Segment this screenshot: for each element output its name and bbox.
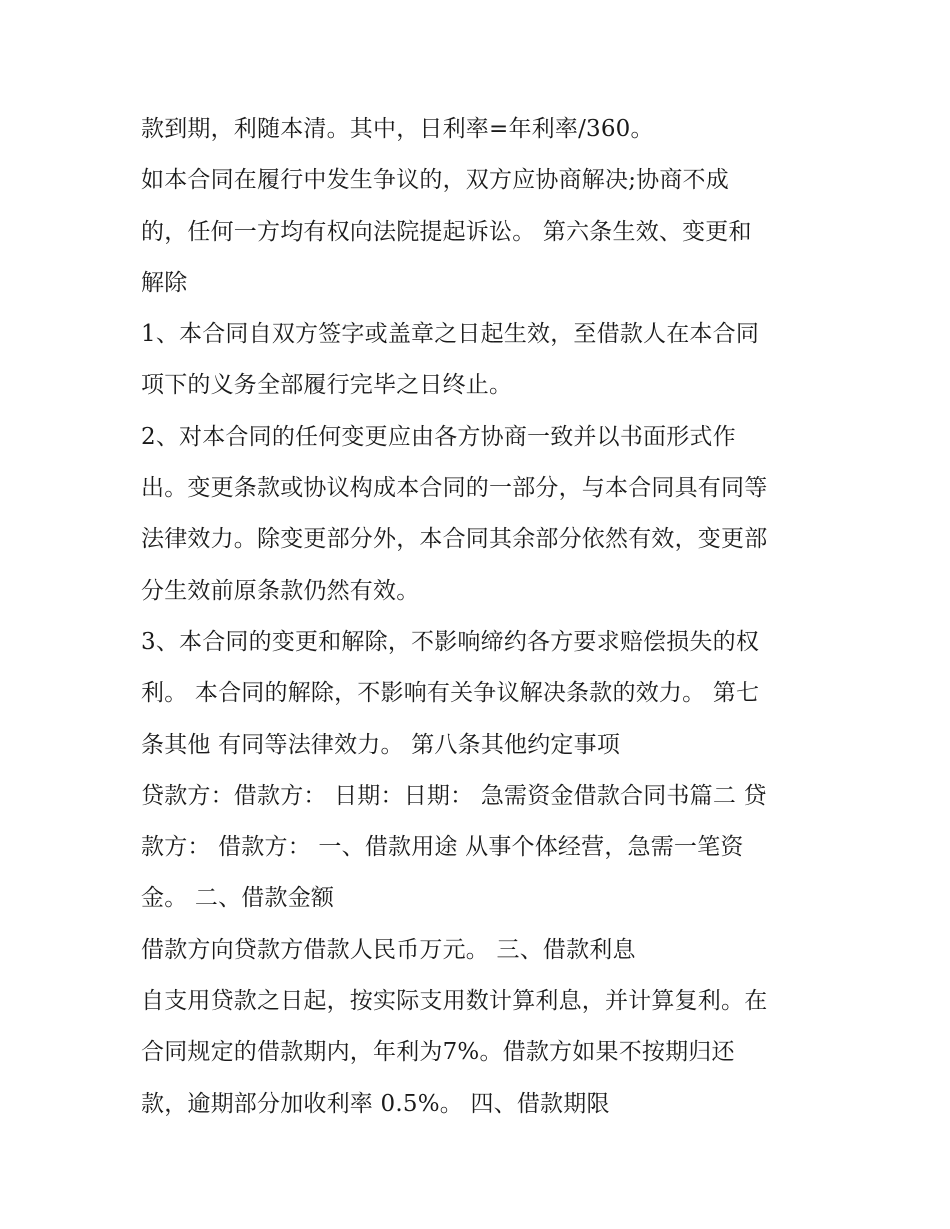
document-body [141, 104, 831, 1130]
text-line: 3、本合同的变更和解除，不影响缔约各方要求赔偿损失的权 [141, 628, 760, 655]
text-line: 款到期，利随本清。其中，日利率=年利率/360。 [141, 116, 654, 142]
text-line: 2、对本合同的任何变更应由各方协商一致并以书面形式作 [141, 423, 736, 450]
text-line: 如本合同在履行中发生争议的，双方应协商解决;协商不成 [141, 167, 729, 194]
text-line: 借款方向贷款方借款人民币万元。 三、借款利息 [141, 936, 636, 963]
text-line: 的，任何一方均有权向法院提起诉讼。 第六条生效、变更和 [141, 218, 752, 245]
text-line: 合同规定的借款期内，年利为7%。借款方如果不按期归还 [141, 1039, 735, 1066]
text-line: 金。 二、借款金额 [141, 885, 335, 912]
text-line: 法律效力。除变更部分外，本合同其余部分依然有效，变更部 [141, 526, 768, 553]
text-line: 解除 [141, 269, 188, 296]
text-line: 贷款方：借款方： 日期：日期： 急需资金借款合同书篇二 贷 [141, 782, 767, 809]
text-line: 项下的义务全部履行完毕之日终止。 [141, 372, 513, 399]
text-line: 自支用贷款之日起，按实际支用数计算利息，并计算复利。在 [141, 988, 768, 1015]
text-line: 出。变更条款或协议构成本合同的一部分，与本合同具有同等 [141, 475, 768, 502]
text-line: 分生效前原条款仍然有效。 [141, 577, 420, 604]
text-line: 利。 本合同的解除，不影响有关争议解决条款的效力。 第七 [141, 680, 760, 707]
text-line: 1、本合同自双方签字或盖章之日起生效，至借款人在本合同 [141, 321, 760, 348]
text-line: 条其他 有同等法律效力。 第八条其他约定事项 [141, 731, 621, 758]
text-line: 款，逾期部分加收利率 0.5%。 四、借款期限 [141, 1090, 610, 1117]
text-line: 款方： 借款方： 一、借款用途 从事个体经营，急需一笔资 [141, 834, 744, 861]
